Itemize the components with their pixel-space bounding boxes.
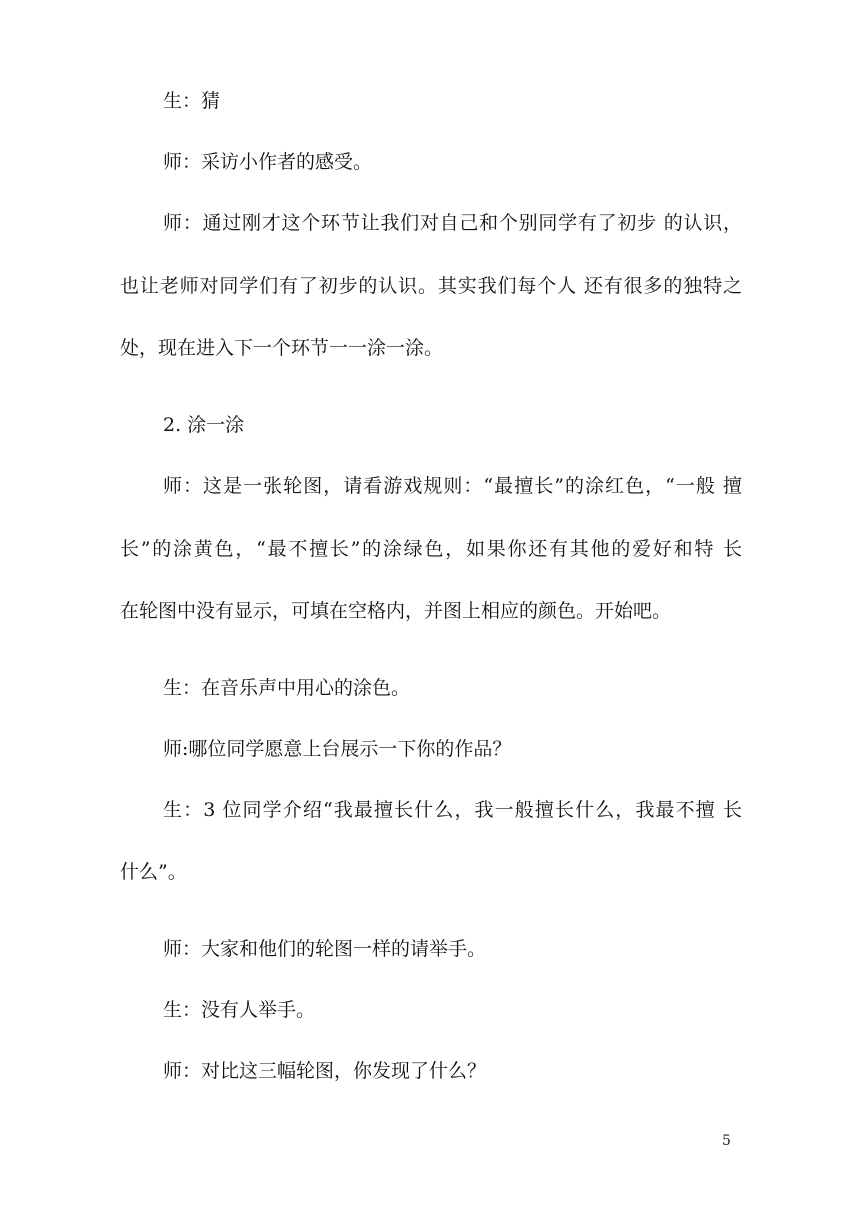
paragraph-line-14 [163,937,860,961]
paragraph-line-10 [163,676,860,700]
line-text: 师：对比这三幅轮图，你发现了什么？ [163,1060,487,1082]
paragraph-line-8: 长”的涂黄色，“最不擅长”的涂绿色，如果你还有其他的爱好和特 长 [120,538,742,560]
paragraph-line-7: 师：这是一张轮图，请看游戏规则：“最擅长”的涂红色，“一般 擅 [163,475,742,497]
line-text: 什么”。 [120,861,187,883]
paragraph-line-5 [120,336,860,360]
paragraph-line-13 [120,860,860,884]
paragraph-line-9 [120,599,860,623]
section-heading [163,413,860,437]
page-number: 5 [722,1133,731,1149]
line-text: 生：没有人举手。 [163,999,316,1021]
paragraph-line-2 [163,150,860,174]
paragraph-line-12: 生：3 位同学介绍“我最擅长什么，我一般擅长什么，我最不擅 长 [163,799,742,821]
paragraph-line-4: 也让老师对同学们有了初步的认识。其实我们每个人 还有很多的独特之 [120,275,742,297]
line-text: 处，现在进入下一个环节一一涂一涂。 [120,337,444,359]
line-text: 师：采访小作者的感受。 [163,151,373,173]
paragraph-line-3: 师：通过刚才这个环节让我们对自己和个别同学有了初步 的认识， [163,212,742,234]
paragraph-line-11 [163,737,860,761]
line-text: 生：猜 [163,90,221,112]
paragraph-line-1 [163,89,860,113]
line-text: 生：在音乐声中用心的涂色。 [163,677,411,699]
line-text: 师:哪位同学愿意上台展示一下你的作品？ [163,738,512,760]
line-text: 师：大家和他们的轮图一样的请举手。 [163,938,487,960]
paragraph-line-15 [163,998,860,1022]
section-heading-text: 2. 涂一涂 [163,414,245,436]
line-text: 在轮图中没有显示，可填在空格内，并图上相应的颜色。开始吧。 [120,600,672,622]
paragraph-line-16 [163,1059,860,1083]
